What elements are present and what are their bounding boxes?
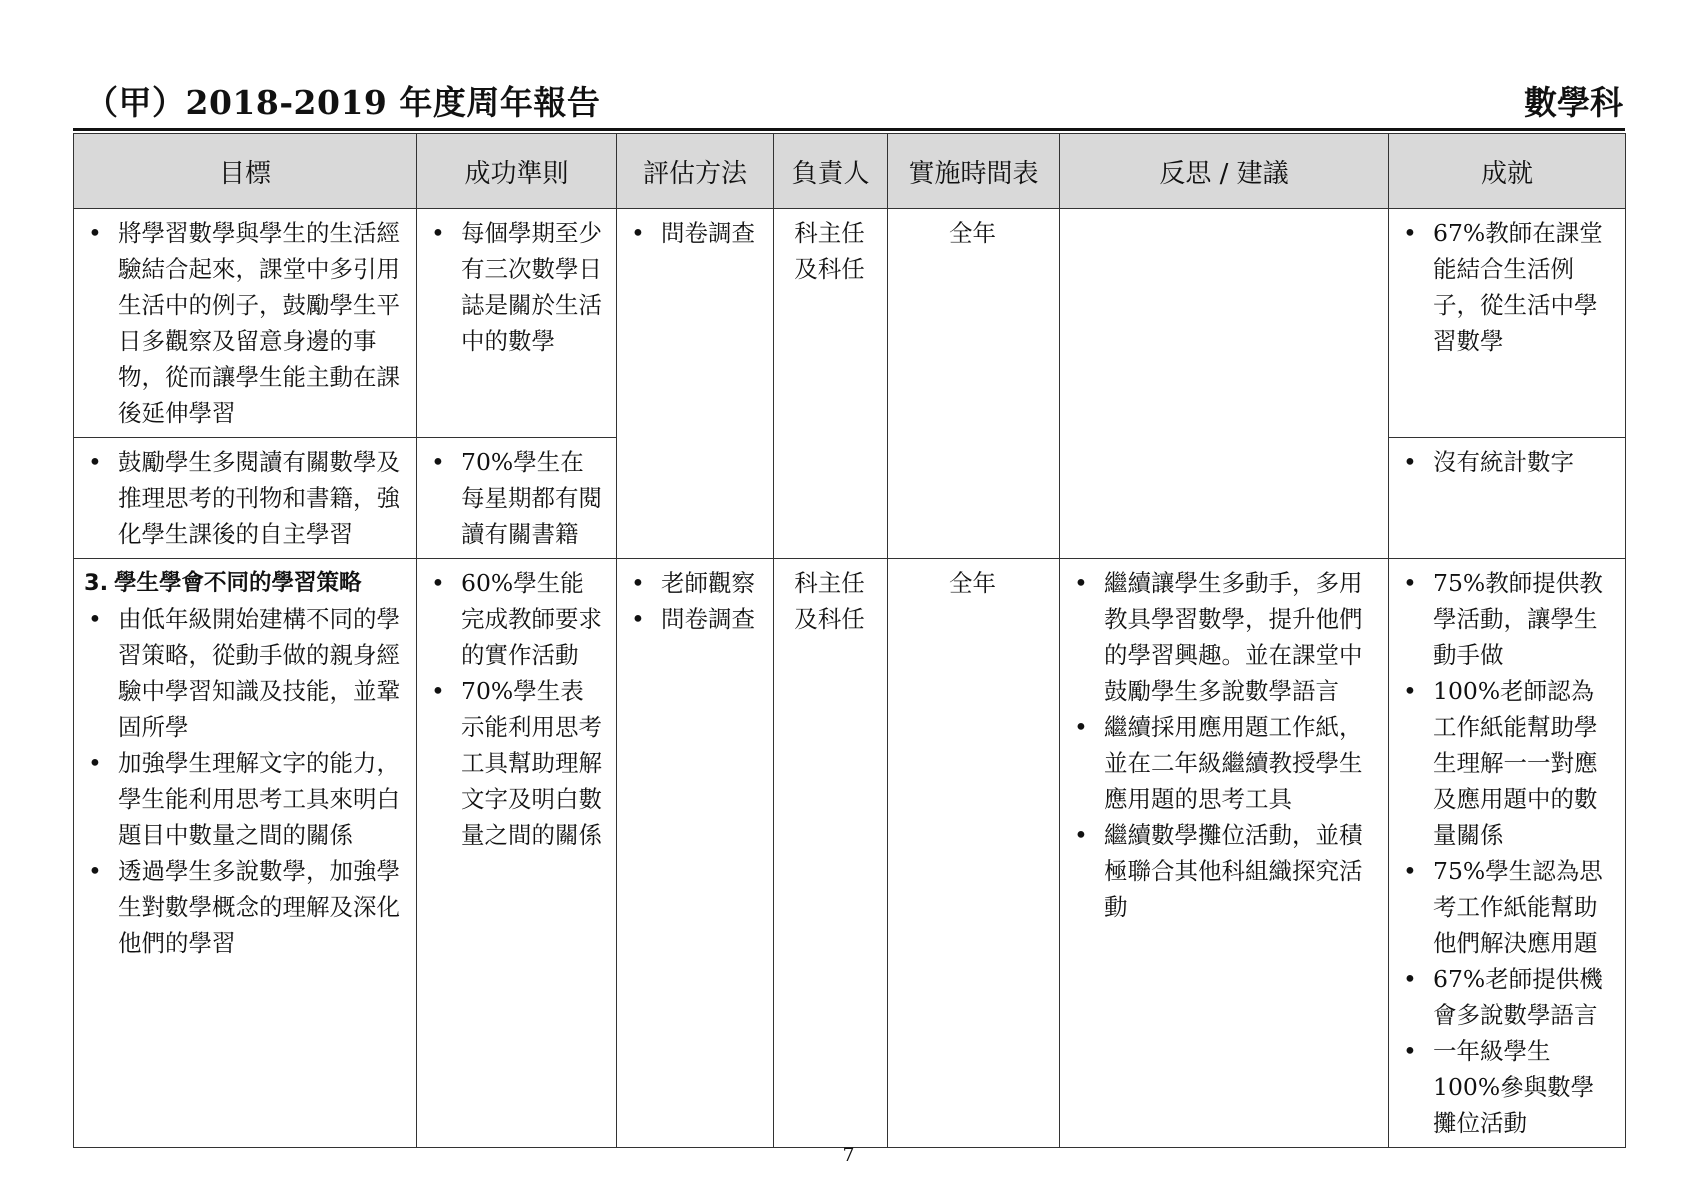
reflection-cell	[1060, 559, 1389, 1148]
owner-text: 科主任及科任	[794, 569, 865, 633]
owner-cell	[774, 209, 888, 559]
achievement-cell	[1389, 559, 1626, 1148]
schedule-cell	[888, 559, 1060, 1148]
method-cell	[617, 209, 774, 559]
method-item: • 問卷調查	[627, 601, 761, 637]
report-title: （甲）2018-2019 年度周年報告	[85, 83, 601, 122]
report-table	[73, 133, 1626, 1148]
criteria-item: • 70%學生表示能利用思考工具幫助理解文字及明白數量之間的關係	[427, 673, 604, 853]
achievement-cell	[1389, 209, 1626, 438]
section-title: 學生學會不同的學習策略	[114, 570, 362, 596]
method-cell	[617, 559, 774, 1148]
goal-item: • 加強學生理解文字的能力，學生能利用思考工具來明白題目中數量之間的關係	[84, 745, 404, 853]
goal-item: • 將學習數學與學生的生活經驗結合起來，課堂中多引用生活中的例子，鼓勵學生平日多觀察及留意身邊的事物，從而讓學生能主動在課後延伸學習	[84, 215, 404, 431]
reflection-item: • 繼續數學攤位活動，並積極聯合其他科組織探究活動	[1070, 817, 1376, 925]
reflection-item: • 繼續讓學生多動手，多用教具學習數學，提升他們的學習興趣。並在課堂中鼓勵學生多說數學語言	[1070, 565, 1376, 709]
achievement-item: • 100%老師認為工作紙能幫助學生理解一一對應及應用題中的數量關係	[1399, 673, 1613, 853]
page-header	[73, 80, 1625, 131]
reflection-item: • 繼續採用應用題工作紙，並在二年級繼續教授學生應用題的思考工具	[1070, 709, 1376, 817]
subject-title: 數學科	[1524, 83, 1623, 122]
page-number: 7	[842, 1144, 855, 1166]
criteria-item: • 60%學生能完成教師要求的實作活動	[427, 565, 604, 673]
owner-cell	[774, 559, 888, 1148]
goal-cell	[74, 209, 417, 438]
goal-item: • 由低年級開始建構不同的學習策略，從動手做的親身經驗中學習知識及技能，並鞏固所學	[84, 601, 404, 745]
achievement-item: • 一年級學生 100%參與數學攤位活動	[1399, 1033, 1613, 1141]
goal-cell	[74, 559, 417, 1148]
criteria-cell	[417, 209, 617, 438]
schedule-text: 全年	[949, 569, 996, 597]
goal-item: • 鼓勵學生多閱讀有關數學及推理思考的刊物和書籍，強化學生課後的自主學習	[84, 444, 404, 552]
achievement-item: • 沒有統計數字	[1399, 444, 1613, 480]
table-row	[74, 209, 1626, 438]
column-header-owner: 負責人	[774, 134, 888, 209]
reflection-cell	[1060, 209, 1389, 559]
column-header-criteria: 成功準則	[417, 134, 617, 209]
criteria-cell	[417, 559, 617, 1148]
criteria-item: • 70%學生在每星期都有閱讀有關書籍	[427, 444, 604, 552]
achievement-item: • 67%老師提供機會多說數學語言	[1399, 961, 1613, 1033]
schedule-cell	[888, 209, 1060, 559]
table-row	[74, 559, 1626, 1148]
column-header-method: 評估方法	[617, 134, 774, 209]
achievement-item: • 75%學生認為思考工作紙能幫助他們解決應用題	[1399, 853, 1613, 961]
method-item: • 老師觀察	[627, 565, 761, 601]
goal-item: • 透過學生多說數學，加強學生對數學概念的理解及深化他們的學習	[84, 853, 404, 961]
owner-text: 科主任及科任	[794, 219, 865, 283]
table-header-row	[74, 134, 1626, 209]
criteria-cell	[417, 438, 617, 559]
section-number: 3.	[84, 570, 109, 596]
schedule-text: 全年	[949, 219, 996, 247]
column-header-schedule: 實施時間表	[888, 134, 1060, 209]
column-header-goal: 目標	[74, 134, 417, 209]
goal-cell	[74, 438, 417, 559]
column-header-reflection: 反思 / 建議	[1060, 134, 1389, 209]
achievement-item: • 67%教師在課堂能結合生活例子，從生活中學習數學	[1399, 215, 1613, 359]
section-heading	[84, 565, 404, 601]
achievement-cell	[1389, 438, 1626, 559]
achievement-item: • 75%教師提供教學活動，讓學生動手做	[1399, 565, 1613, 673]
column-header-achievement: 成就	[1389, 134, 1626, 209]
method-item: • 問卷調查	[627, 215, 761, 251]
criteria-item: • 每個學期至少有三次數學日誌是關於生活中的數學	[427, 215, 604, 359]
